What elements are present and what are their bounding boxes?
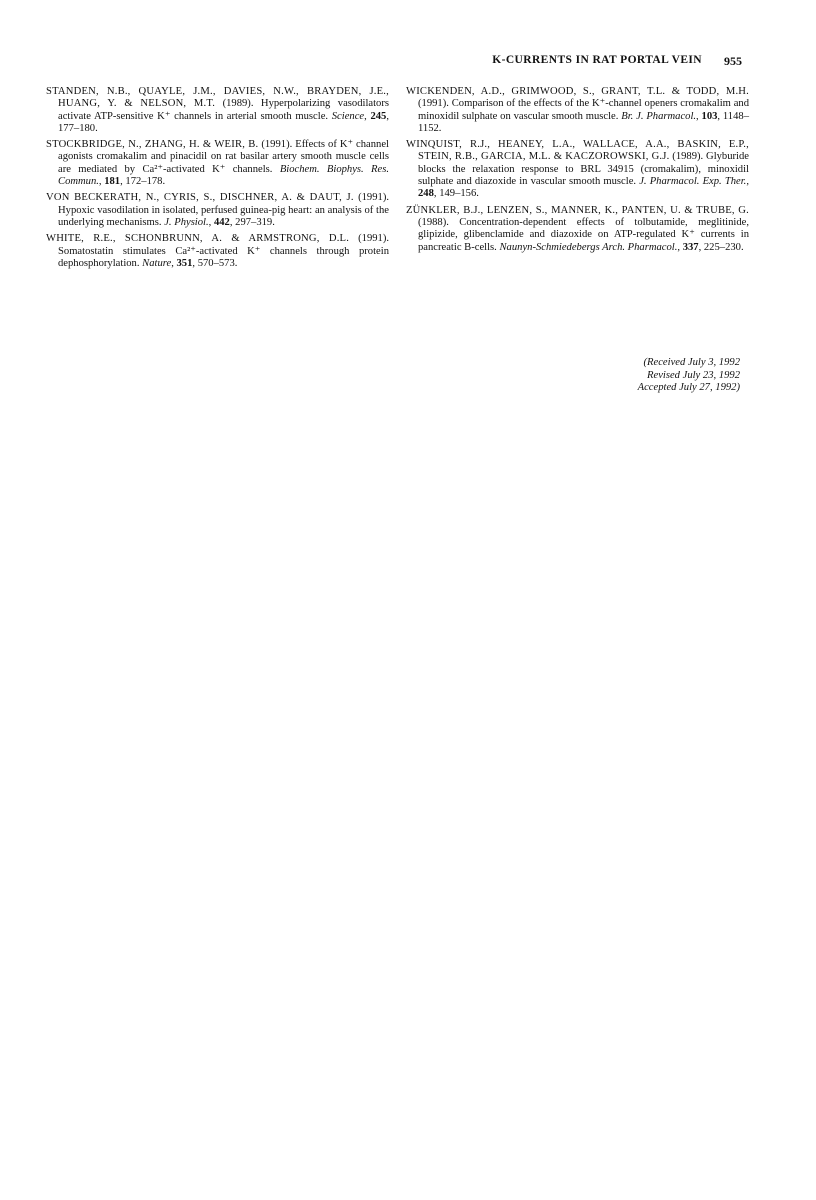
reference-text: (1991). Hypoxic vasodilation in isolated, perfused guinea-pig heart: an analysis of the underlying mechanisms. (58, 192, 389, 228)
reference-text: (1991). Effects of K⁺ channel agonists cromakalim and pinacidil on rat basilar artery smooth muscle cells are mediated by Ca²⁺-activated K⁺ channels. (58, 139, 389, 175)
reference-volume: 442 (213, 216, 230, 228)
reference-authors: WICKENDEN, A.D., GRIMWOOD, S., GRANT, T.L. & TODD, M.H. (406, 86, 749, 97)
reference-text: (1991). Somatostatin stimulates Ca²⁺-activated K⁺ channels through protein dephosphorylation. (58, 233, 390, 269)
reference-authors: STANDEN, N.B., QUAYLE, J.M., DAVIES, N.W., BRAYDEN, J.E., HUANG, Y. & NELSON, M.T. (46, 86, 389, 110)
reference-journal: Biochem. Biophys. Res. Commun. (58, 163, 389, 188)
reference-pages: , 177–180. (58, 110, 389, 134)
reference-entry: WICKENDEN, A.D., GRIMWOOD, S., GRANT, T.L. & TODD, M.H. (1991). Comparison of the effects of the K⁺-channel openers cromakalim and minoxidil sulphate on vascular smooth muscle. Br. J. Pharmacol., 103, 1148–1152. (406, 86, 749, 134)
reference-text: (1989). Hyperpolarizing vasodilators activate ATP-sensitive K⁺ channels in arterial smooth muscle. (58, 98, 389, 122)
reference-volume: 181 (104, 176, 121, 188)
reference-journal: J. Physiol. (164, 216, 209, 228)
references-column-right (406, 86, 749, 258)
reference-volume: 103 (701, 110, 718, 122)
reference-text: (1988). Concentration-dependent effects of tolbutamide, meglitinide, glipizide, glibenclamide and diazoxide on ATP-regulated K⁺ currents in pancreatic B-cells. (418, 216, 749, 253)
reference-journal: Br. J. Pharmacol. (621, 110, 697, 122)
reference-pages: , 570–573. (192, 257, 238, 269)
reference-authors: VON BECKERATH, N., CYRIS, S., DISCHNER, A. & DAUT, J. (46, 192, 354, 204)
reference-text: (1991). Comparison of the effects of the K⁺-channel openers cromakalim and minoxidil sulphate on vascular smooth muscle. (418, 98, 749, 122)
reference-authors: ZÜNKLER, B.J., LENZEN, S., MANNER, K., PANTEN, U. & TRUBE, G. (406, 204, 749, 216)
reference-volume: 248 (418, 188, 434, 200)
reference-entry: STANDEN, N.B., QUAYLE, J.M., DAVIES, N.W., BRAYDEN, J.E., HUANG, Y. & NELSON, M.T. (1989). Hyperpolarizing vasodilators activate ATP-sensitive K⁺ channels in arterial smooth muscle. Science, 245, 177–180. (46, 86, 389, 134)
reference-authors: WHITE, R.E., SCHONBRUNN, A. & ARMSTRONG, D.L. (46, 233, 350, 245)
reference-pages: , 297–319. (229, 216, 275, 228)
reference-journal: J. Pharmacol. Exp. Ther. (639, 176, 747, 188)
reference-volume: 245 (370, 110, 387, 122)
reference-entry: STOCKBRIDGE, N., ZHANG, H. & WEIR, B. (1991). Effects of K⁺ channel agonists cromakalim and pinacidil on rat basilar artery smooth muscle cells are mediated by Ca²⁺-activated K⁺ channels. Biochem. Biophys. Res. Commun., 181, 172–178. (46, 139, 389, 188)
reference-authors: WINQUIST, R.J., HEANEY, L.A., WALLACE, A.A., BASKIN, E.P., STEIN, R.B., GARCIA, M.L. & KACZOROWSKI, G.J. (406, 139, 749, 163)
reference-journal: Naunyn-Schmiedebergs Arch. Pharmacol. (499, 241, 678, 253)
references-column-left (46, 86, 389, 274)
reference-volume: 351 (176, 257, 193, 269)
running-head: K-CURRENTS IN RAT PORTAL VEIN (492, 54, 702, 66)
page-header (46, 54, 742, 70)
reference-pages: , 225–230. (698, 241, 744, 253)
revised-date: Revised July 23, 1992 (647, 369, 740, 381)
page-number: 955 (724, 54, 742, 68)
reference-volume: 337 (682, 241, 699, 253)
reference-entry: VON BECKERATH, N., CYRIS, S., DISCHNER, A. & DAUT, J. (1991). Hypoxic vasodilation in isolated, perfused guinea-pig heart: an analysis of the underlying mechanisms. J. Physiol., 442, 297–319. (46, 192, 389, 228)
reference-entry: WINQUIST, R.J., HEANEY, L.A., WALLACE, A.A., BASKIN, E.P., STEIN, R.B., GARCIA, M.L. & KACZOROWSKI, G.J. (1989). Glyburide blocks the relaxation response to BRL 34915 (cromakalim), minoxidil sulphate and diazoxide in vascular smooth muscle. J. Pharmacol. Exp. Ther., 248, 149–156. (406, 139, 749, 200)
reference-journal: Science (331, 110, 365, 122)
reference-journal: Nature (142, 257, 172, 269)
reference-entry: ZÜNKLER, B.J., LENZEN, S., MANNER, K., PANTEN, U. & TRUBE, G. (1988). Concentration-dependent effects of tolbutamide, meglitinide, glipizide, glibenclamide and diazoxide on ATP-regulated K⁺ currents in pancreatic B-cells. Naunyn-Schmiedebergs Arch. Pharmacol., 337, 225–230. (406, 204, 749, 253)
received-dates (638, 357, 740, 395)
reference-entry: WHITE, R.E., SCHONBRUNN, A. & ARMSTRONG, D.L. (1991). Somatostatin stimulates Ca²⁺-activated K⁺ channels through protein dephosphorylation. Nature, 351, 570–573. (46, 233, 390, 269)
accepted-date: Accepted July 27, 1992) (637, 382, 740, 393)
reference-pages: , 172–178. (120, 176, 166, 188)
reference-text: (1989). Glyburide blocks the relaxation response to BRL 34915 (cromakalim), minoxidil sulphate and diazoxide in vascular smooth muscle. (418, 151, 749, 188)
reference-authors: STOCKBRIDGE, N., ZHANG, H. & WEIR, B. (46, 139, 259, 151)
reference-pages: , 1148–1152. (418, 110, 749, 134)
received-date: (Received July 3, 1992 (643, 357, 740, 368)
reference-pages: , 149–156. (433, 188, 479, 200)
